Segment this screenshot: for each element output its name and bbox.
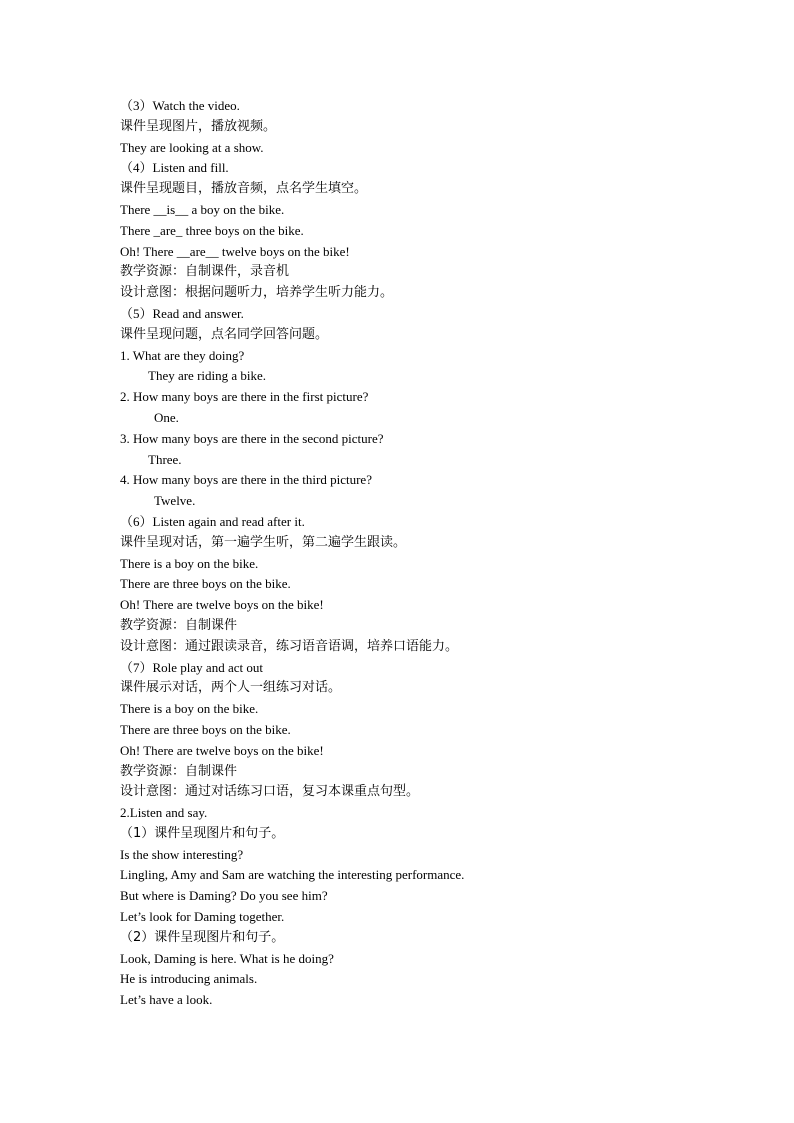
text-line: They are looking at a show. (120, 139, 264, 155)
text-line: There __is__ a boy on the bike. (120, 201, 285, 217)
text-line: Oh! There are twelve boys on the bike! (120, 597, 324, 613)
section-heading-listen-again: （6）Listen again and read after it. (120, 513, 305, 529)
document-body (120, 96, 680, 1011)
text-line: Let’s look for Daming together. (120, 909, 285, 925)
text-line: There is a boy on the bike. (120, 555, 259, 571)
subsection-heading: （2）课件呈现图片和句子。 (120, 929, 285, 945)
text-line: Oh! There are twelve boys on the bike! (120, 742, 324, 758)
design-intent-line: 设计意图：通过对话练习口语，复习本课重点句型。 (120, 784, 420, 800)
question-line: 3. How many boys are there in the second picture? (120, 430, 384, 446)
section-heading-watch-video: （3）Watch the video. (120, 98, 240, 113)
question-line: 4. How many boys are there in the third picture? (120, 472, 372, 488)
text-line: 课件呈现题目，播放音频，点名学生填空。 (120, 181, 368, 197)
text-line: Is the show interesting? (120, 846, 244, 862)
text-line: Let’s have a look. (120, 992, 213, 1008)
question-line: 1. What are they doing? (120, 347, 245, 363)
text-line: Look, Daming is here. What is he doing? (120, 950, 334, 966)
text-line: He is introducing animals. (120, 971, 258, 987)
text-line: 课件呈现问题，点名同学回答问题。 (120, 326, 329, 342)
teaching-resources-line: 教学资源：自制课件 (120, 763, 238, 779)
teaching-resources-line: 教学资源：自制课件，录音机 (120, 264, 290, 280)
section-heading-listen-fill: （4）Listen and fill. (120, 160, 229, 176)
answer-line: Three. (148, 451, 182, 467)
question-line: 2. How many boys are there in the first picture? (120, 389, 369, 405)
text-line: But where is Daming? Do you see him? (120, 888, 328, 904)
text-line: There are three boys on the bike. (120, 576, 291, 592)
teaching-resources-line: 教学资源：自制课件 (120, 617, 238, 633)
text-line: There _are_ three boys on the bike. (120, 222, 304, 238)
text-line: There is a boy on the bike. (120, 701, 259, 717)
answer-line: Twelve. (154, 493, 196, 509)
text-line: There are three boys on the bike. (120, 721, 291, 737)
section-heading-role-play: （7）Role play and act out (120, 659, 263, 675)
subsection-heading: （1）课件呈现图片和句子。 (120, 825, 285, 841)
text-line: Oh! There __are__ twelve boys on the bike! (120, 243, 350, 259)
design-intent-line: 设计意图：通过跟读录音，练习语音语调，培养口语能力。 (120, 638, 459, 654)
text-line: 课件呈现图片，播放视频。 (120, 118, 277, 134)
answer-line: One. (154, 409, 179, 425)
text-line: 课件呈现对话，第一遍学生听，第二遍学生跟读。 (120, 534, 407, 550)
design-intent-line: 设计意图：根据问题听力，培养学生听力能力。 (120, 285, 394, 301)
answer-line: They are riding a bike. (148, 368, 267, 384)
section-heading-listen-say: 2.Listen and say. (120, 805, 208, 821)
text-line: 课件展示对话，两个人一组练习对话。 (120, 680, 342, 696)
text-line: Lingling, Amy and Sam are watching the interesting performance. (120, 867, 465, 883)
section-heading-read-answer: （5）Read and answer. (120, 305, 244, 321)
